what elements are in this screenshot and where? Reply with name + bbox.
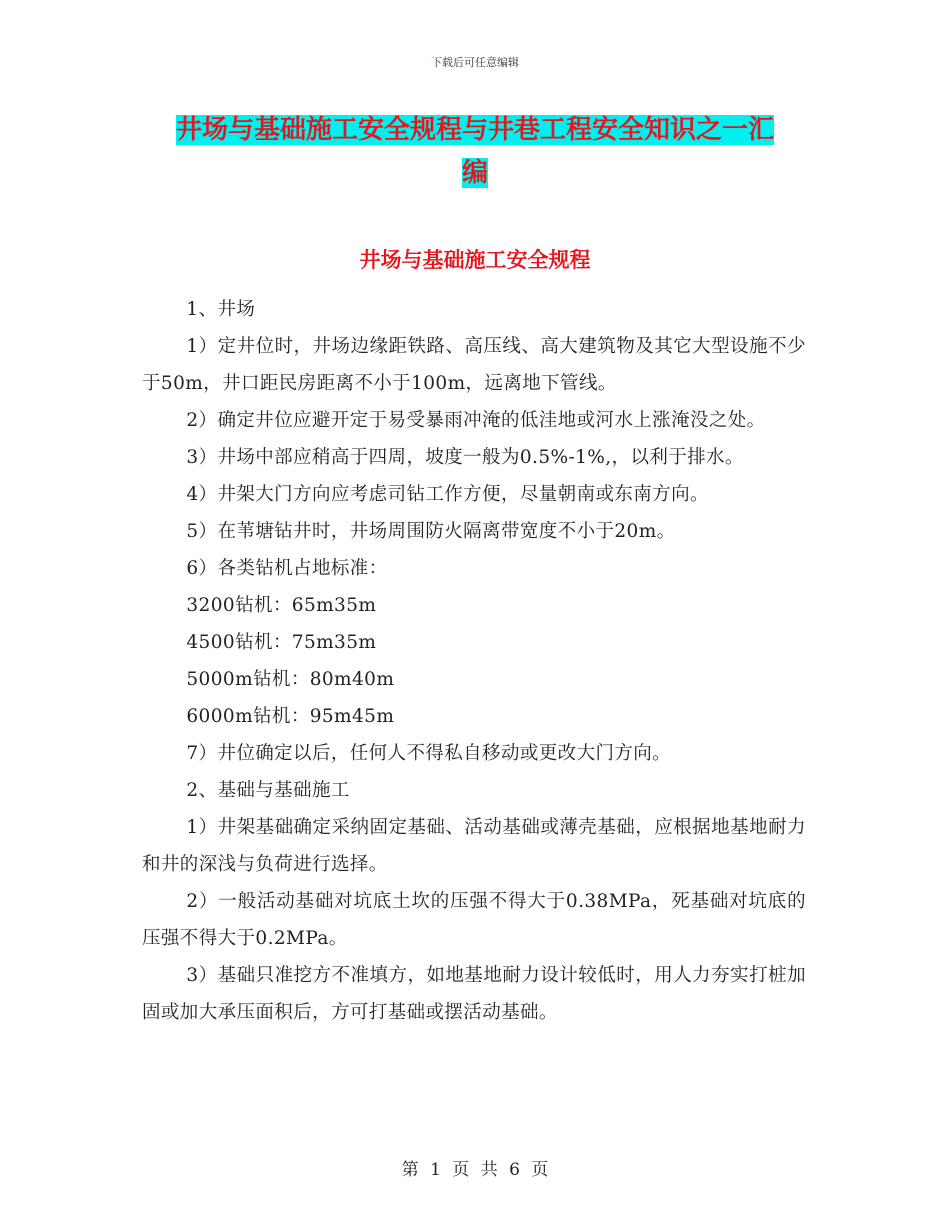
section-title: 井场与基础施工安全规程 (359, 247, 591, 272)
paragraph: 1、井场 (186, 299, 256, 320)
paragraph: 6）各类钻机占地标准： (186, 558, 388, 579)
paragraph: 2）确定井位应避开定于易受暴雨冲淹的低洼地或河水上涨淹没之处。 (186, 410, 766, 431)
paragraph: 3200钻机：65m35m (186, 595, 377, 616)
paragraph: 4）井架大门方向应考虑司钻工作方便，尽量朝南或东南方向。 (186, 484, 709, 505)
page-header-note: 下载后可任意编辑 (431, 56, 519, 69)
document-title-line-2 (140, 150, 810, 196)
document-title-highlight-2: 编 (461, 158, 488, 188)
paragraph: 7）井位确定以后，任何人不得私自移动或更改大门方向。 (186, 743, 672, 764)
paragraph: 3）井场中部应稍高于四周，坡度一般为0.5%-1%,，以利于排水。 (186, 447, 744, 468)
document-title-line-1 (140, 107, 810, 153)
paragraph: 2）一般活动基础对坑底土坎的压强不得大于0.38MPa，死基础对坑底的压强不得大于0.2MPa。 (142, 891, 806, 949)
paragraph: 2、基础与基础施工 (186, 780, 350, 801)
paragraph: 1）井架基础确定采纳固定基础、活动基础或薄壳基础，应根据地基地耐力和井的深浅与负荷进行选择。 (142, 817, 806, 875)
document-title-highlight-1: 井场与基础施工安全规程与井巷工程安全知识之一汇 (175, 115, 774, 145)
page-footer: 第 1 页 共 6 页 (401, 1160, 549, 1180)
paragraph: 3）基础只准挖方不准填方，如地基地耐力设计较低时，用人力夯实打桩加固或加大承压面积后，方可打基础或摆活动基础。 (142, 965, 806, 1023)
paragraph: 1）定井位时，井场边缘距铁路、高压线、高大建筑物及其它大型设施不少于50m，井口距民房距离不小于100m，远离地下管线。 (142, 336, 806, 394)
paragraph: 4500钻机：75m35m (186, 632, 377, 653)
document-body (142, 291, 806, 1031)
paragraph: 5）在苇塘钻井时，井场周围防火隔离带宽度不小于20m。 (186, 521, 676, 542)
paragraph: 5000m钻机：80m40m (186, 669, 395, 690)
paragraph: 6000m钻机：95m45m (186, 706, 395, 727)
